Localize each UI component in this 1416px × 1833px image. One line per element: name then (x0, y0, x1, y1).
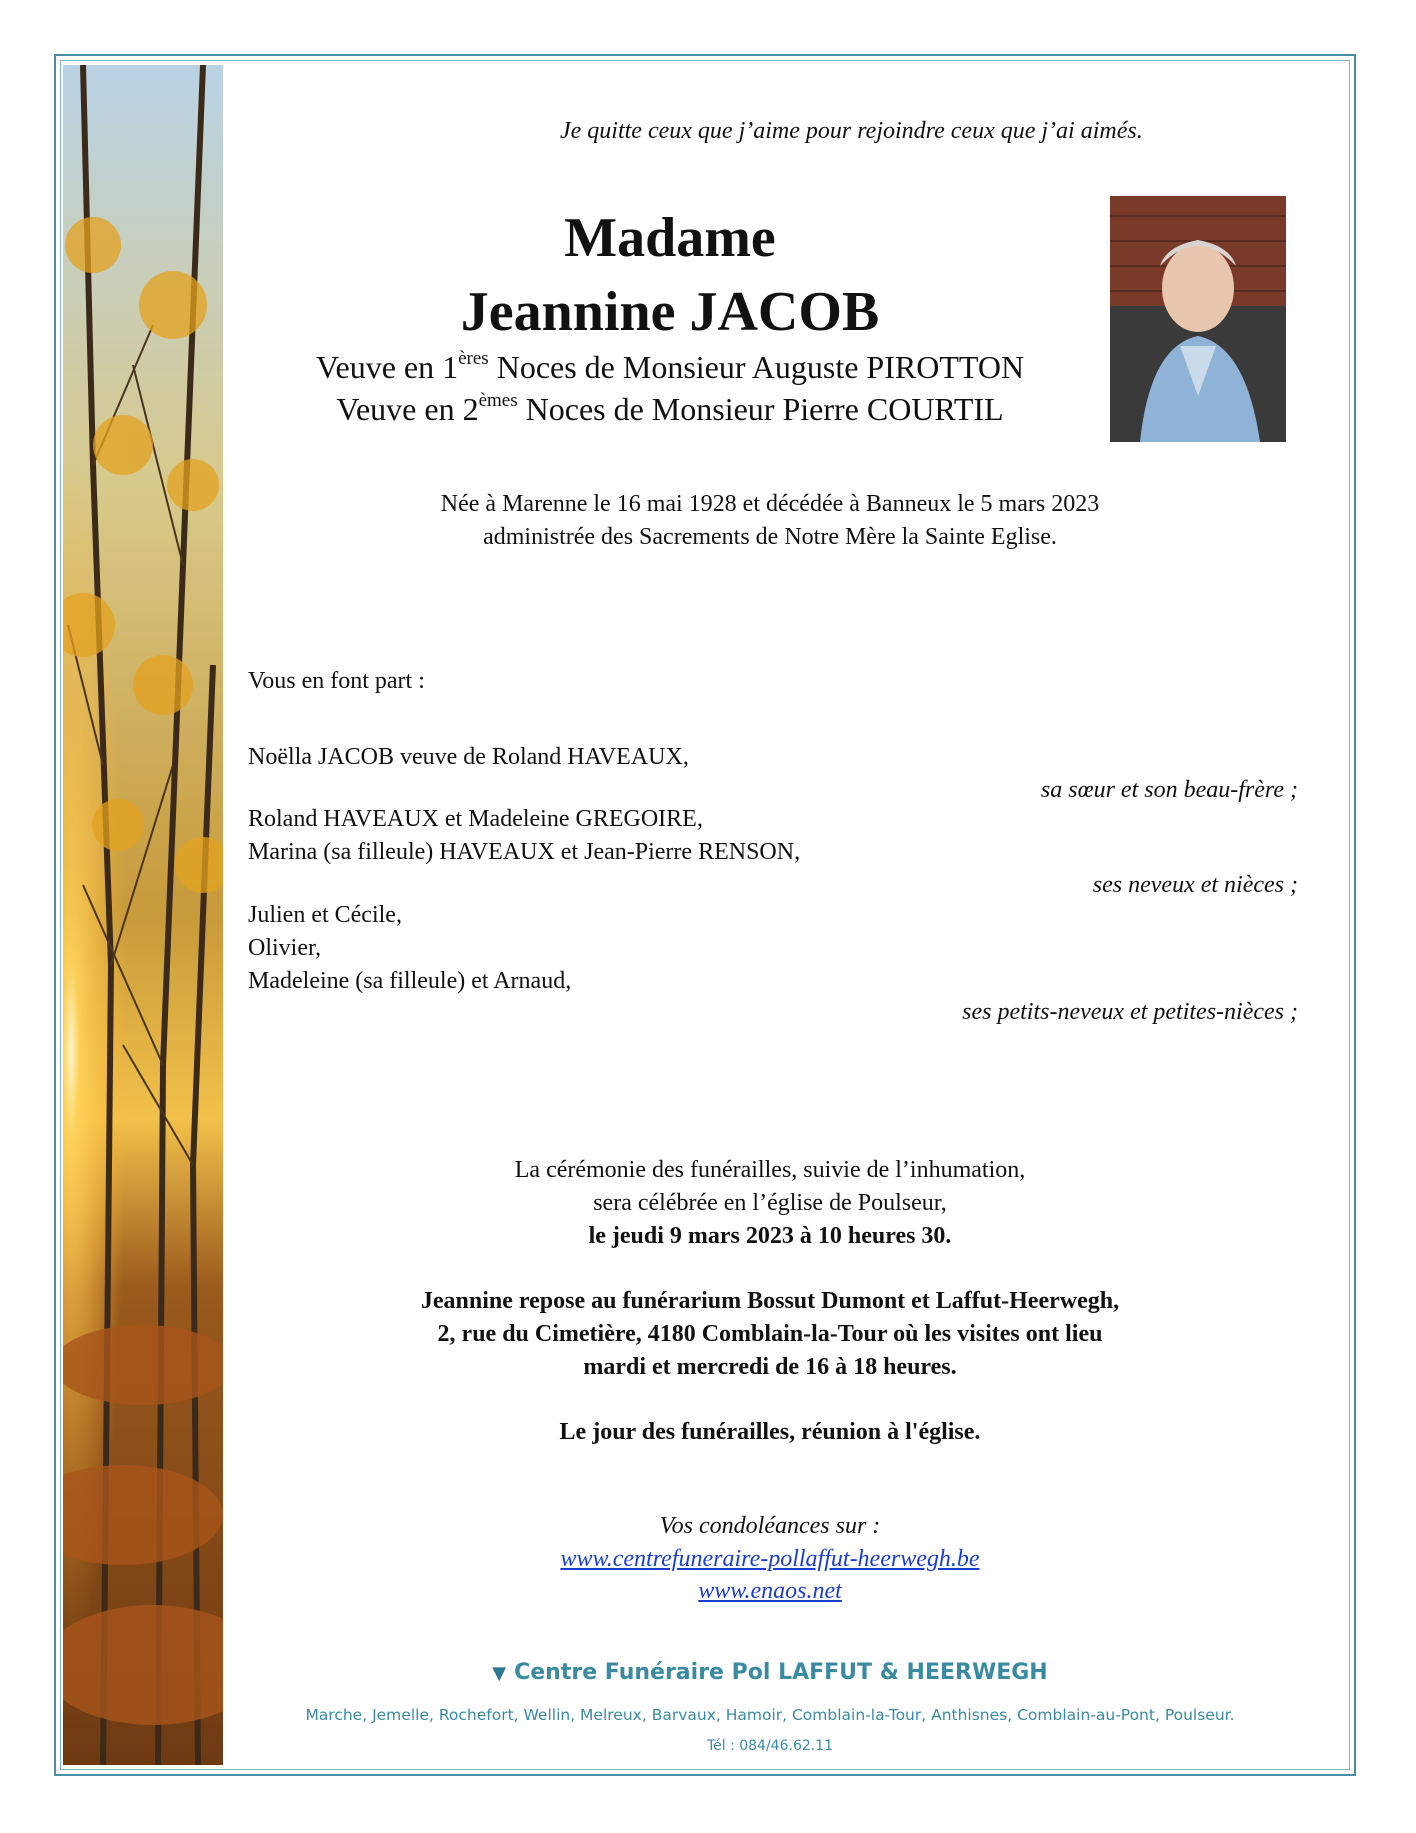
autumn-forest-image (63, 65, 223, 1765)
salutation: Madame (564, 207, 776, 269)
family-intro: Vous en font part : (248, 668, 425, 694)
condolences-link-wrapper (280, 1543, 1260, 1576)
condolences-label: Vos condoléances sur : (659, 1513, 881, 1539)
condolences-link-wrapper (280, 1575, 1260, 1608)
visits-line-3: mardi et mercredi de 16 à 18 heures. (583, 1354, 957, 1380)
company-phone: Tél : 084/46.62.11 (706, 1738, 834, 1754)
company-towns: Marche, Jemelle, Rochefort, Wellin, Melreux, Barvaux, Hamoir, Comblain-la-Tour, Anthisnes, Comblain-au-Pont, Poulseur. (305, 1706, 1235, 1724)
family-name-line: Olivier, (248, 935, 322, 961)
family-relation: sa sœur et son beau-frère ; (1040, 777, 1298, 803)
widow-line-2: Veuve en 2èmes Noces de Monsieur Pierre COURTIL (336, 390, 1004, 427)
family-relation: ses neveux et nièces ; (1092, 872, 1298, 898)
birth-death-line: Née à Marenne le 16 mai 1928 et décédée à Banneux le 5 mars 2023 (440, 491, 1100, 517)
family-name-line: Julien et Cécile, (248, 902, 402, 928)
company-name: ▼ Centre Funéraire Pol LAFFUT & HEERWEGH (492, 1660, 1048, 1685)
triangle-down-icon: ▼ (492, 1663, 507, 1684)
sacraments-line: administrée des Sacrements de Notre Mère la Sainte Eglise. (483, 524, 1057, 550)
opening-quote: Je quitte ceux que j’aime pour rejoindre ceux que j’ai aimés. (560, 118, 1143, 144)
visits-line-2: 2, rue du Cimetière, 4180 Comblain-la-Tour où les visites ont lieu (437, 1321, 1103, 1347)
family-relation: ses petits-neveux et petites-nièces ; (962, 999, 1298, 1025)
ceremony-line-2: sera célébrée en l’église de Poulseur, (593, 1190, 947, 1216)
portrait-photo (1110, 196, 1286, 442)
condolences-link-centrefuneraire[interactable]: www.centrefuneraire-pollaffut-heerwegh.be (560, 1546, 980, 1572)
deceased-name: Jeannine JACOB (460, 281, 880, 343)
visits-line-1: Jeannine repose au funérarium Bossut Dumont et Laffut-Heerwegh, (420, 1288, 1120, 1314)
family-name-line: Marina (sa filleule) HAVEAUX et Jean-Pierre RENSON, (248, 839, 801, 865)
condolences-link-enaos[interactable]: www.enaos.net (698, 1578, 842, 1604)
gathering-note: Le jour des funérailles, réunion à l'église. (559, 1419, 981, 1445)
ceremony-date: le jeudi 9 mars 2023 à 10 heures 30. (588, 1223, 952, 1249)
family-name-line: Roland HAVEAUX et Madeleine GREGOIRE, (248, 806, 703, 832)
family-name-line: Noëlla JACOB veuve de Roland HAVEAUX, (248, 744, 689, 770)
ceremony-line-1: La cérémonie des funérailles, suivie de l’inhumation, (514, 1157, 1026, 1183)
family-name-line: Madeleine (sa filleule) et Arnaud, (248, 968, 572, 994)
widow-line-1: Veuve en 1ères Noces de Monsieur Auguste PIROTTON (315, 348, 1025, 385)
